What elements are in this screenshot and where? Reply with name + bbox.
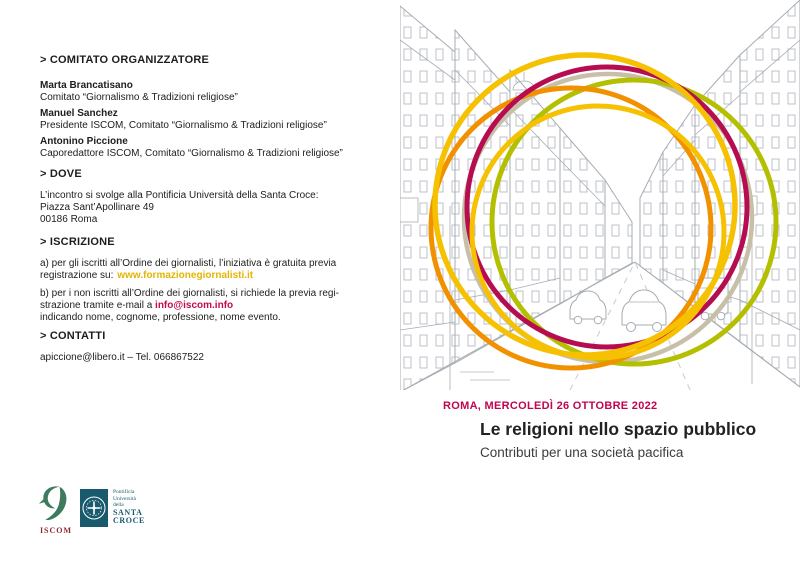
- person-name: Manuel Sanchez: [40, 108, 118, 119]
- person-name: Marta Brancatisano: [40, 80, 133, 91]
- contatti-heading: > CONTATTI: [40, 330, 106, 342]
- person-role: Caporedattore ISCOM, Comitato “Giornalismo & Tradizioni religiose”: [40, 148, 343, 159]
- event-date: ROMA, MERCOLEDÌ 26 OTTOBRE 2022: [443, 400, 658, 412]
- person-name: Antonino Piccione: [40, 136, 128, 147]
- person-entry: [40, 136, 385, 160]
- iscrizione-heading: > ISCRIZIONE: [40, 236, 115, 248]
- registration-para-b: b) per i non iscritti all’Ordine dei giornalisti, si richiede la previa regi- strazione tramite e-mail a info@iscom.info indicando nome, cognome, professione, nome evento.: [40, 288, 340, 323]
- person-role: Presidente ISCOM, Comitato “Giornalismo & Tradizioni religiose”: [40, 120, 327, 131]
- santa-croce-wordmark: Pontificia Università della SANTA CROCE: [113, 489, 145, 525]
- section-comitato: [40, 54, 385, 164]
- city-street-illustration: [400, 0, 800, 390]
- event-title-block: [443, 399, 756, 461]
- person-role: Comitato “Giornalismo & Tradizioni religiose”: [40, 92, 238, 103]
- section-iscrizione: [40, 236, 385, 324]
- venue-line: 00186 Roma: [40, 214, 98, 225]
- iscom-bird-icon: [38, 484, 74, 520]
- event-subtitle: Contributi per una società pacifica: [480, 445, 684, 460]
- iscom-label: ISCOM: [39, 526, 73, 535]
- registration-email-link[interactable]: info@iscom.info: [155, 300, 234, 311]
- registration-website-link[interactable]: www.formazionegiornalisti.it: [117, 270, 254, 281]
- dove-heading: > DOVE: [40, 168, 82, 180]
- section-dove: [40, 168, 385, 226]
- venue-line: L’incontro si svolge alla Pontificia Università della Santa Croce:: [40, 190, 319, 201]
- person-entry: [40, 80, 385, 104]
- event-title: Le religioni nello spazio pubblico: [480, 419, 757, 439]
- section-contatti: [40, 330, 385, 364]
- person-entry: [40, 108, 385, 132]
- comitato-heading: > COMITATO ORGANIZZATORE: [40, 54, 210, 66]
- registration-para-a: a) per gli iscritti all’Ordine dei giornalisti, l’iniziativa è gratuita previa registrazione su: www.formazionegiornalisti.it: [40, 258, 337, 281]
- iscom-logo: [36, 484, 76, 535]
- santa-croce-logo: [80, 489, 145, 527]
- contact-line[interactable]: apiccione@libero.it – Tel. 066867522: [40, 352, 204, 363]
- santa-croce-seal-icon: [80, 489, 108, 527]
- venue-line: Piazza Sant’Apollinare 49: [40, 202, 154, 213]
